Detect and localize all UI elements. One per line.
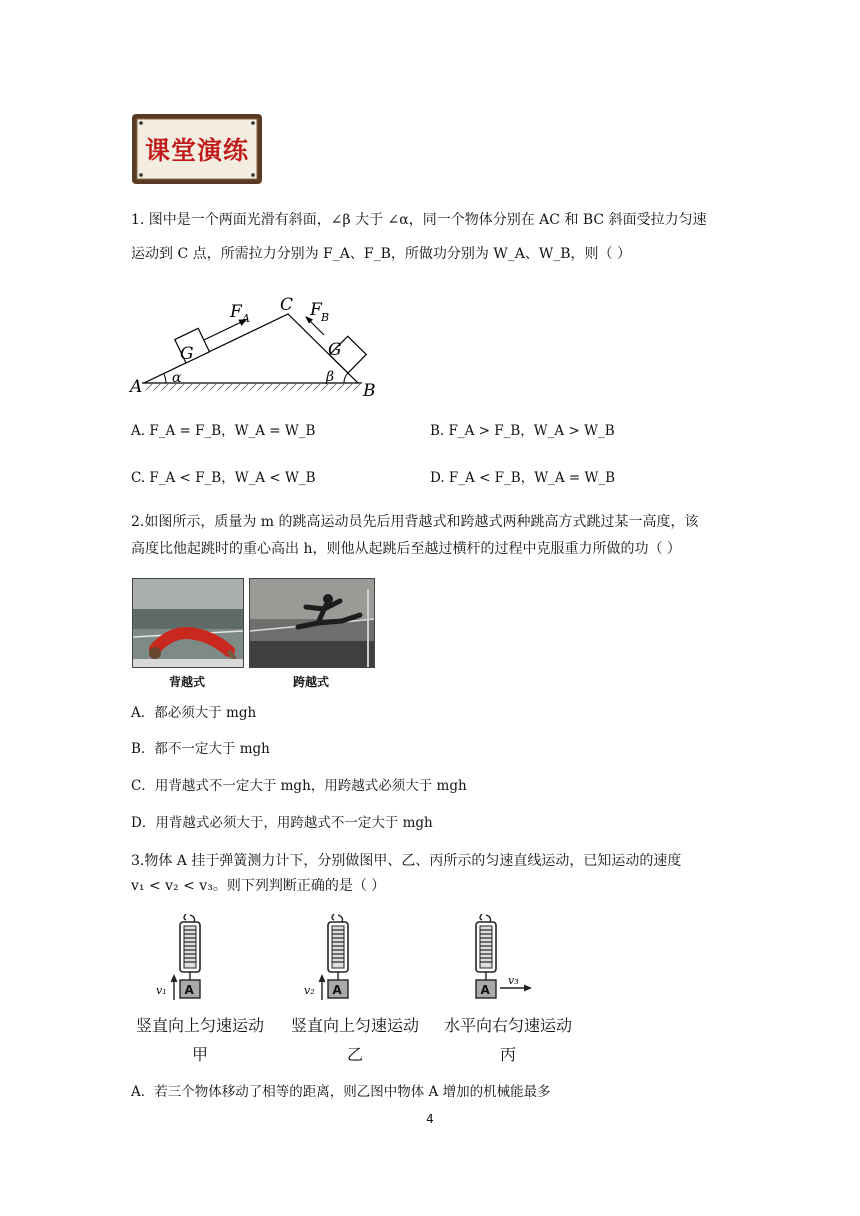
- label-yi: 乙: [346, 1045, 363, 1064]
- photo-back-jump: [132, 578, 244, 668]
- label-jia: 甲: [191, 1045, 208, 1064]
- q2-option-a[interactable]: A．都必须大于 mgh: [131, 705, 257, 721]
- q1-option-a[interactable]: A. F_A = F_B，W_A = W_B: [131, 423, 316, 439]
- velocity-v1-label: v₁: [156, 984, 167, 997]
- q1-option-c[interactable]: C. F_A < F_B，W_A < W_B: [131, 470, 316, 486]
- block-a-yi: A: [332, 983, 342, 997]
- q2-line2: 高度比他起跳时的重心高出 h，则他从起跳后至越过横杆的过程中克服重力所做的功（ ）: [131, 541, 681, 557]
- block-a-bing: A: [480, 983, 490, 997]
- vertex-b-label: B: [363, 381, 376, 401]
- q2-option-b[interactable]: B．都不一定大于 mgh: [131, 741, 270, 757]
- q3-option-a[interactable]: A．若三个物体移动了相等的距离，则乙图中物体 A 增加的机械能最多: [131, 1084, 551, 1100]
- section-banner: [131, 113, 263, 185]
- q1-option-b[interactable]: B. F_A > F_B，W_A > W_B: [430, 423, 615, 439]
- spring-scale-jia: [150, 914, 230, 1006]
- caption-back-jump: 背越式: [168, 675, 205, 689]
- page-number: 4: [426, 1112, 434, 1126]
- force-a-label: F: [230, 302, 242, 322]
- label-bing: 丙: [499, 1045, 516, 1064]
- block-a-jia: A: [184, 983, 194, 997]
- vertex-a-label: A: [130, 377, 143, 397]
- beta-label: β: [326, 369, 335, 385]
- photo-straddle-jump: [249, 578, 375, 668]
- q2-line1: 2.如图所示，质量为 m 的跳高运动员先后用背越式和跨越式两种跳高方式跳过某一高度，该: [131, 514, 699, 530]
- caption-yi: 竖直向上匀速运动: [290, 1016, 419, 1035]
- incline-diagram: [128, 290, 388, 402]
- force-b-label: F: [310, 300, 322, 320]
- spring-scale-yi: [298, 914, 378, 1006]
- caption-jia: 竖直向上匀速运动: [135, 1016, 264, 1035]
- block-g-label-left: G: [180, 344, 194, 364]
- q2-option-d[interactable]: D．用背越式必须大于，用跨越式不一定大于 mgh: [131, 815, 433, 831]
- caption-bing: 水平向右匀速运动: [443, 1016, 572, 1035]
- spring-scale-bing: [446, 914, 546, 1006]
- vertex-c-label: C: [280, 295, 294, 315]
- force-b-sub: B: [321, 311, 330, 324]
- force-a-sub: A: [242, 312, 250, 325]
- block-g-label-right: G: [328, 340, 342, 360]
- q1-option-d[interactable]: D. F_A < F_B，W_A = W_B: [430, 470, 616, 486]
- q3-line2: v₁ < v₂ < v₃。则下列判断正确的是（ ）: [131, 878, 386, 894]
- q3-line1: 3.物体 A 挂于弹簧测力计下，分别做图甲、乙、丙所示的匀速直线运动，已知运动的速度: [131, 853, 682, 869]
- q1-line1: 1. 图中是一个两面光滑有斜面，∠β 大于 ∠α，同一个物体分别在 AC 和 BC 斜面受拉力匀速: [131, 212, 707, 228]
- q1-line2: 运动到 C 点，所需拉力分别为 F_A、F_B，所做功分别为 W_A、W_B，则（ ）: [131, 246, 631, 262]
- velocity-v2-label: v₂: [304, 984, 315, 997]
- velocity-v3-label: v₃: [508, 974, 519, 987]
- q2-option-c[interactable]: C．用背越式不一定大于 mgh，用跨越式必须大于 mgh: [131, 778, 467, 794]
- straddle-jump-athlete-icon: [250, 579, 374, 667]
- banner-title: 课堂演练: [144, 136, 249, 165]
- caption-straddle-jump: 跨越式: [292, 675, 329, 689]
- alpha-label: α: [172, 370, 182, 386]
- back-jump-athlete-icon: [133, 579, 243, 667]
